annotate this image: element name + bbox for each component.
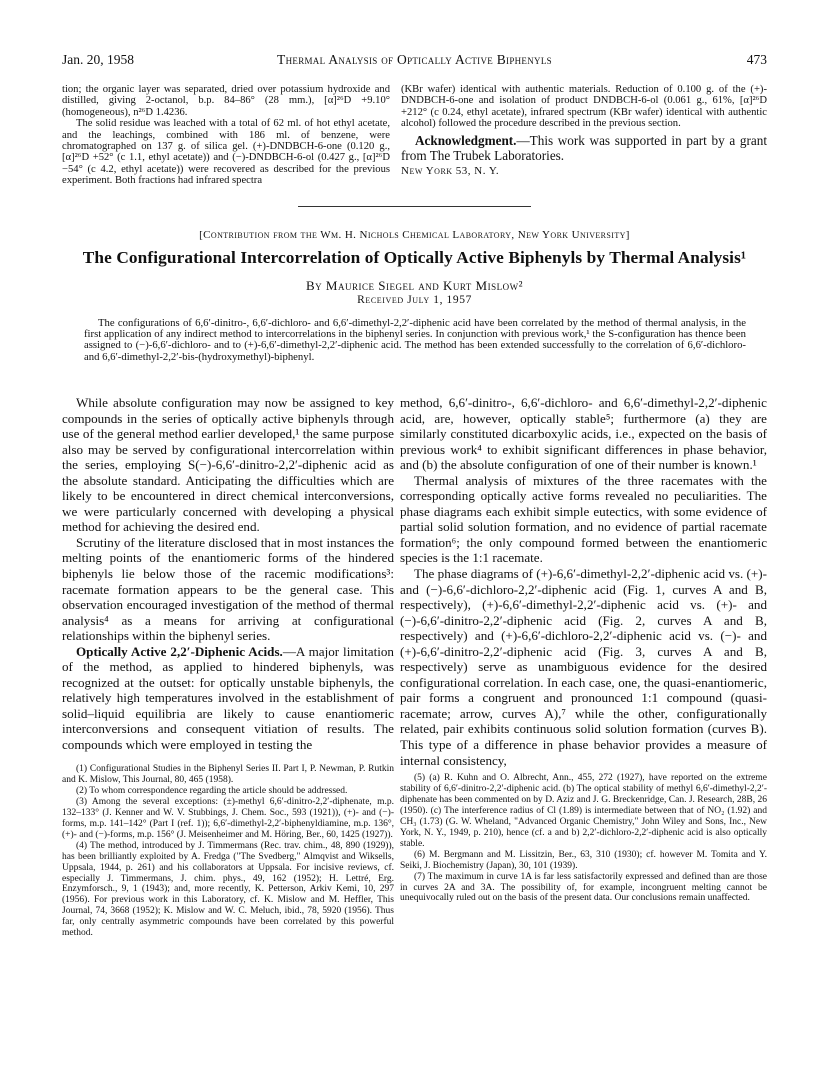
previous-article-left-column (62, 84, 390, 187)
author-location: New York 53, N. Y. (401, 164, 500, 177)
received-date: Received July 1, 1957 (357, 294, 472, 306)
footnote: (3) Among the several exceptions: (±)-methyl 6,6′-dinitro-2,2′-diphenate, m.p. 132–133° (J. Kenner and W. V. Stubbings, J. Chem. Soc., 593 (1921)), (+)- and (−)-forms, m.p. 141–142° (Part I (ref. 1)); 6,6′-dimethyl-2,2′-biphenyldiamine, m.p. 136°, (+)- and (−)-forms, m.p. 156° (J. Meisenheimer and M. Höring, Ber., 60, 1425 (1927)). (62, 796, 394, 840)
body-left-column (62, 395, 394, 753)
body-paragraph: While absolute configuration may now be assigned to key compounds in the series of optically active biphenyls through use of the general method earlier developed,¹ the same purpose also may be served by configurational intercorrelation within the series, employing S(−)-6,6′-dinitro-2,2′-diphenic acid as the absolute standard. Anticipating the difficulties which are likely to be encountered in direct chemical interconversions, we were particularly concerned with developing a physical method for achieving the desired end. (62, 395, 394, 535)
footnote: (5) (a) R. Kuhn and O. Albrecht, Ann., 455, 272 (1927), have reported on the extreme stability of 6,6′-dinitro-2,2′-diphenic acid. (b) The optical stability of methyl 6,6′-dimethyl-2,2′-diphenate has been commented on by D. Aziz and J. G. Breckenridge, Can. J. Research, 28B, 26 (1950). (c) The interference radius of Cl (1.89) is intermediate between that of NO₂ (1.92) and CH₃ (1.73) (G. W. Wheland, "Advanced Organic Chemistry," John Wiley and Sons, Inc., New York, N. Y., 1949, p. 210), hence (cf. a and b) 2,2′-dichloro-2,2′-diphenic acid is also optically stable. (400, 773, 767, 849)
body-right-column (400, 395, 767, 768)
previous-article-right-column (401, 84, 767, 177)
section-heading: Optically Active 2,2′-Diphenic Acids. (76, 643, 283, 659)
footnotes-left (62, 764, 394, 939)
footnote: (7) The maximum in curve 1A is far less satisfactorily expressed and defined than are those in curves 2A and 3A. The possibility of, for example, incongruent melting cannot be unequivocally ruled out on the basis of the present data. Our conclusions remain unaffected. (400, 871, 767, 904)
article-authors: By Maurice Siegel and Kurt Mislow² (306, 278, 523, 293)
body-paragraph: method, 6,6′-dinitro-, 6,6′-dichloro- and 6,6′-dimethyl-2,2′-diphenic acid, are, however, optically stable⁵; furthermore (a) they are similarly constituted dicarboxylic acids, i.e., expected on the basis of previous work⁴ to exhibit significant differences in phase behavior, and (b) the absolute configuration of one of their number is known.¹ (400, 395, 767, 473)
body-paragraph: Thermal analysis of mixtures of the three racemates with the corresponding optically active forms revealed no peculiarities. The phase diagrams each exhibit simple eutectics, with some evidence of partial solid solution formation, and no evidence of partial racemate formation⁶; the only compound formed between the enantiomeric species is the 1:1 racemate. (400, 472, 767, 566)
section-text: —A major limitation of the method, as applied to hindered biphenyls, was recognized at the outset: for optically unstable biphenyls, the relatively high temperatures involved in the establishment of solid–liquid equilibria are likely to cause enantiomeric interconversions and consequent vitiation of results. The compounds which were employed in testing the (62, 643, 394, 753)
contribution-line: [Contribution from the Wm. H. Nichols Chemical Laboratory, New York University] (199, 229, 630, 241)
acknowledgment-text: —This work was supported in part by a grant from The Trubek Laboratories. (401, 132, 767, 164)
previous-article-paragraph: tion; the organic layer was separated, dried over potassium hydroxide and distilled, giving 2-octanol, b.p. 84–86° (28 mm.), [α]²⁶D +9.10° (homogeneous), n²⁶D 1.4236. (62, 84, 390, 118)
acknowledgment (401, 133, 767, 164)
issue-date: Jan. 20, 1958 (62, 52, 134, 67)
running-head (62, 52, 767, 68)
article-title: The Configurational Intercorrelation of Optically Active Biphenyls by Thermal Analysis¹ (82, 248, 747, 267)
running-title: Thermal Analysis of Optically Active Biphenyls (277, 52, 552, 67)
footnote: (2) To whom correspondence regarding the article should be addressed. (76, 785, 348, 796)
previous-article-paragraph: The solid residue was leached with a total of 62 ml. of hot ethyl acetate, and the leachings, combined with 186 ml. of benzene, were chromatographed on 137 g. of silica gel. (+)-DNDBCH-6-one (0.120 g., [α]²⁶D +52° (c 1.1, ethyl acetate)) and (−)-DNDBCH-6-ol (0.427 g., [α]²⁶D −54° (c 4.2, ethyl acetate)) were recovered as described for the previous experiment. Both fractions had infrared spectra (62, 118, 390, 187)
article-abstract: The configurations of 6,6′-dinitro-, 6,6′-dichloro- and 6,6′-dimethyl-2,2′-diphenic acid have been correlated by the method of thermal analysis, in the first application of any indirect method to intercorrelations in the biphenyl series. In conjunction with previous work,¹ the S-configuration has thence been assigned to (−)-6,6′-dichloro- and to (+)-6,6′-dimethyl-2,2′-diphenic acid. The method has been extended successfully to the correlation of 6,6′-dichloro- and 6,6′-dimethyl-2,2′-bis-(hydroxymethyl)-biphenyl. (84, 317, 746, 363)
previous-article-paragraph: (KBr wafer) identical with authentic materials. Reduction of 0.100 g. of the (+)-DNDBCH-6-one and isolation of product DNDBCH-6-ol (0.061 g., 61%, [α]²⁶D +212° (c 0.24, ethyl acetate), infrared spectrum (KBr wafer) identical with authentic alcohol) followed the procedure described in the previous section. (401, 84, 767, 130)
footnote: (4) The method, introduced by J. Timmermans (Rec. trav. chim., 48, 890 (1929)), has been brilliantly exploited by A. Fredga ("The Svedberg," Almqvist and Wiksells, Uppsala, 1944, p. 261) and his collaborators at Uppsala. For incisive reviews, cf. especially J. Timmermans, J. chim. phys., 49, 162 (1952); H. Lettré, Erg. Enzymforsch., 9, 1 (1943); and, more recently, K. Petterson, Arkiv Kemi, 10, 297 (1956). For previous work in this Laboratory, cf. K. Mislow and M. Heffler, This Journal, 74, 3668 (1952); K. Mislow and W. C. Meluch, ibid., 78, 5920 (1956). Thus far, only centrally asymmetric compounds have been correlated by this powerful method. (62, 840, 394, 939)
footnote: (6) M. Bergmann and M. Lissitzin, Ber., 63, 310 (1930); cf. however M. Tomita and Y. Seiki, J. Biochemistry (Japan), 30, 101 (1939). (400, 849, 767, 871)
section-divider (298, 206, 531, 207)
footnotes-right (400, 773, 767, 904)
body-paragraph: Scrutiny of the literature disclosed that in most instances the melting points of the enantiomeric forms of the hindered biphenyls lie below those of the racemic modifications³: racemate formation appears to be the general case. This observation encouraged investigation of the method of thermal analysis⁴ as a means for arriving at configurational relationships within the biphenyl series. (62, 534, 394, 644)
acknowledgment-label: Acknowledgment. (415, 132, 517, 148)
body-paragraph: The phase diagrams of (+)-6,6′-dimethyl-2,2′-diphenic acid vs. (+)- and (−)-6,6′-dichloro-2,2′-diphenic acid (Fig. 1, curves A and B, respectively), (+)-6,6′-dimethyl-2,2′-diphenic acid vs. (+)- and (−)-6,6′-dinitro-2,2′-diphenic acid (Fig. 2, curves A and B, respectively) and (+)-6,6′-dichloro-2,2′-diphenic acid vs. (−)- and (+)-6,6′-dinitro-2,2′-diphenic acid (Fig. 3, curves A and B, respectively) serve as unambiguous evidence for the desired configurational correlation. In each case, one, the quasi-enantiomeric, pair forms a congruent and pronounced 1:1 compound (quasi-racemate; arrow, curves A),⁷ while the other, configurationally related, pair exhibits continuous solid solution formation (curves B). This type of a difference in phase behavior provides a measure of internal consistency, (400, 566, 767, 768)
footnote: (1) Configurational Studies in the Biphenyl Series II. Part I, P. Newman, P. Rutkin and K. Mislow, This Journal, 80, 465 (1958). (62, 764, 394, 785)
page-number: 473 (746, 52, 767, 67)
section-paragraph (62, 644, 394, 753)
